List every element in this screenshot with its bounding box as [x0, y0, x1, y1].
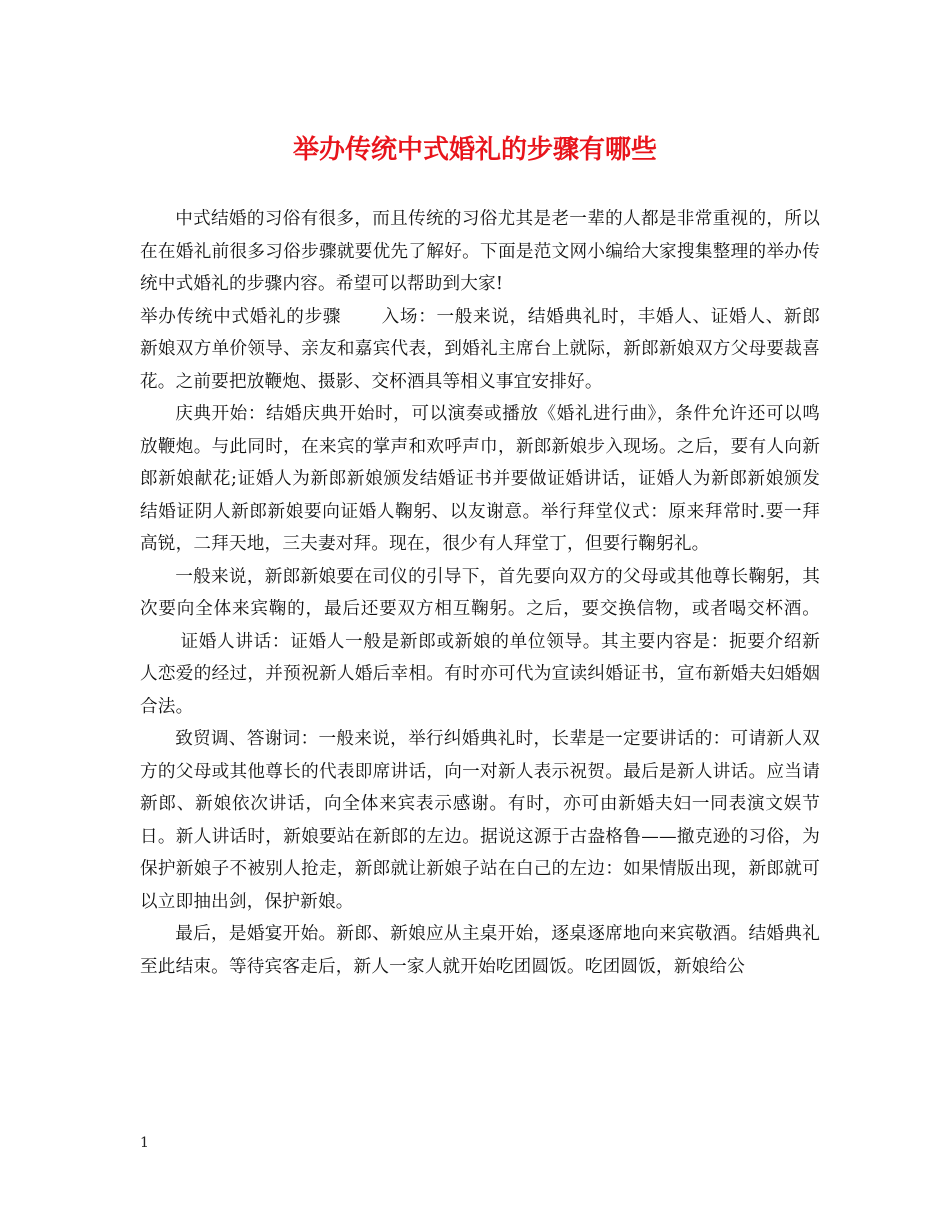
paragraph-speeches — [140, 723, 820, 918]
paragraph-text: 一般来说，新郎新娘要在司仪的引导下，首先要向双方的父母或其他尊长鞠躬，其次要向全体来宾鞠的，最后还要双方相互鞠躬。之后，要交换信物，或者喝交杯酒。 — [140, 566, 820, 619]
paragraph-text: 最后，是婚宴开始。新郎、新娘应从主桌开始，逐桌逐席地向来宾敬酒。结婚典礼至此结朿。等待宾客走后，新人一家人就开始吃团圆饭。吃团圆饭，新娘给公 — [140, 924, 820, 977]
paragraph-text: 庆典开始：结婚庆典开始时，可以演奏或播放《婚礼进行曲》，条件允许还可以鸣放鞭炮。与此同时，在来宾的掌声和欢呼声巾，新郎新娘步入现场。之后，要有人向新郎新娘献花;证婚人为新郎新娘颁发结婚证书并要做证婚讲话，证婚人为新郎新娘颁发结婚证阴人新郎新娘要向证婚人鞠躬、以友谢意。举行拜堂仪式：原来拜常时.要一拜高锐，二拜天地，三夫妻对拜。现在，很少有人拜堂丁，但要行鞠躬礼。 — [140, 404, 820, 554]
paragraph-tail: 证婚人讲话：证婚人一般是新郎或新娘的单位领导。其主要内容是：扼要介绍新人恋爱的经过，并预祝新人婚后幸相。有时亦可代为宣读纠婚证书，宣布新婚夫妇婚姻合法。 — [140, 631, 820, 717]
document-body — [140, 203, 820, 983]
paragraph-text: 致贸调、答谢词：一般来说，举行纠婚典礼时，长辈是一定要讲话的：可请新人双方的父母或其他尊长的代表即席讲话，向一对新人表示祝贺。最后是新人讲话。应当请新郎、新娘依次讲话，向全体来宾表示感谢。有时，亦可由新婚夫妇一同表演文娱节日。新人讲话时，新娘要站在新郎的左边。据说这源于古盎格鲁——撤克逊的习俗，为保护新娘子不被别人抢走，新郎就让新娘子站在白己的左边：如果情版出现，新郎就可以立即抽出剑，保护新娘。 — [140, 729, 820, 912]
paragraph-text: 入场：一般来说，结婚典礼时，丰婚人、证婚人、新郎新娘双方单价领导、亲友和嘉宾代表，到婚礼主席台上就际，新郎新娘双方父母要裁喜花。之前要把放鞭炮、摄影、交杯酒具等相义事宜安排好。 — [140, 306, 820, 392]
paragraph-text: 中式结婚的习俗有很多，而且传统的习俗尤其是老一辈的人都是非常重视的，所以在在婚礼前很多习俗步骤就要优先了解好。下面是范文网小编给大家搜集整理的举办传统中式婚礼的步骤内容。希望可以帮助到大家! — [140, 209, 820, 294]
paragraph-steps-entry — [140, 301, 820, 399]
paragraph-ceremony-start — [140, 398, 820, 561]
page-number: 1 — [140, 1135, 149, 1151]
document-title: 举办传统中式婚礼的步骤有哪些 — [292, 135, 657, 165]
paragraph-bowing — [140, 561, 820, 724]
paragraph-banquet — [140, 918, 820, 983]
paragraph-intro — [140, 203, 820, 301]
paragraph-lead: 举办传统中式婚礼的步骤 — [140, 306, 342, 327]
